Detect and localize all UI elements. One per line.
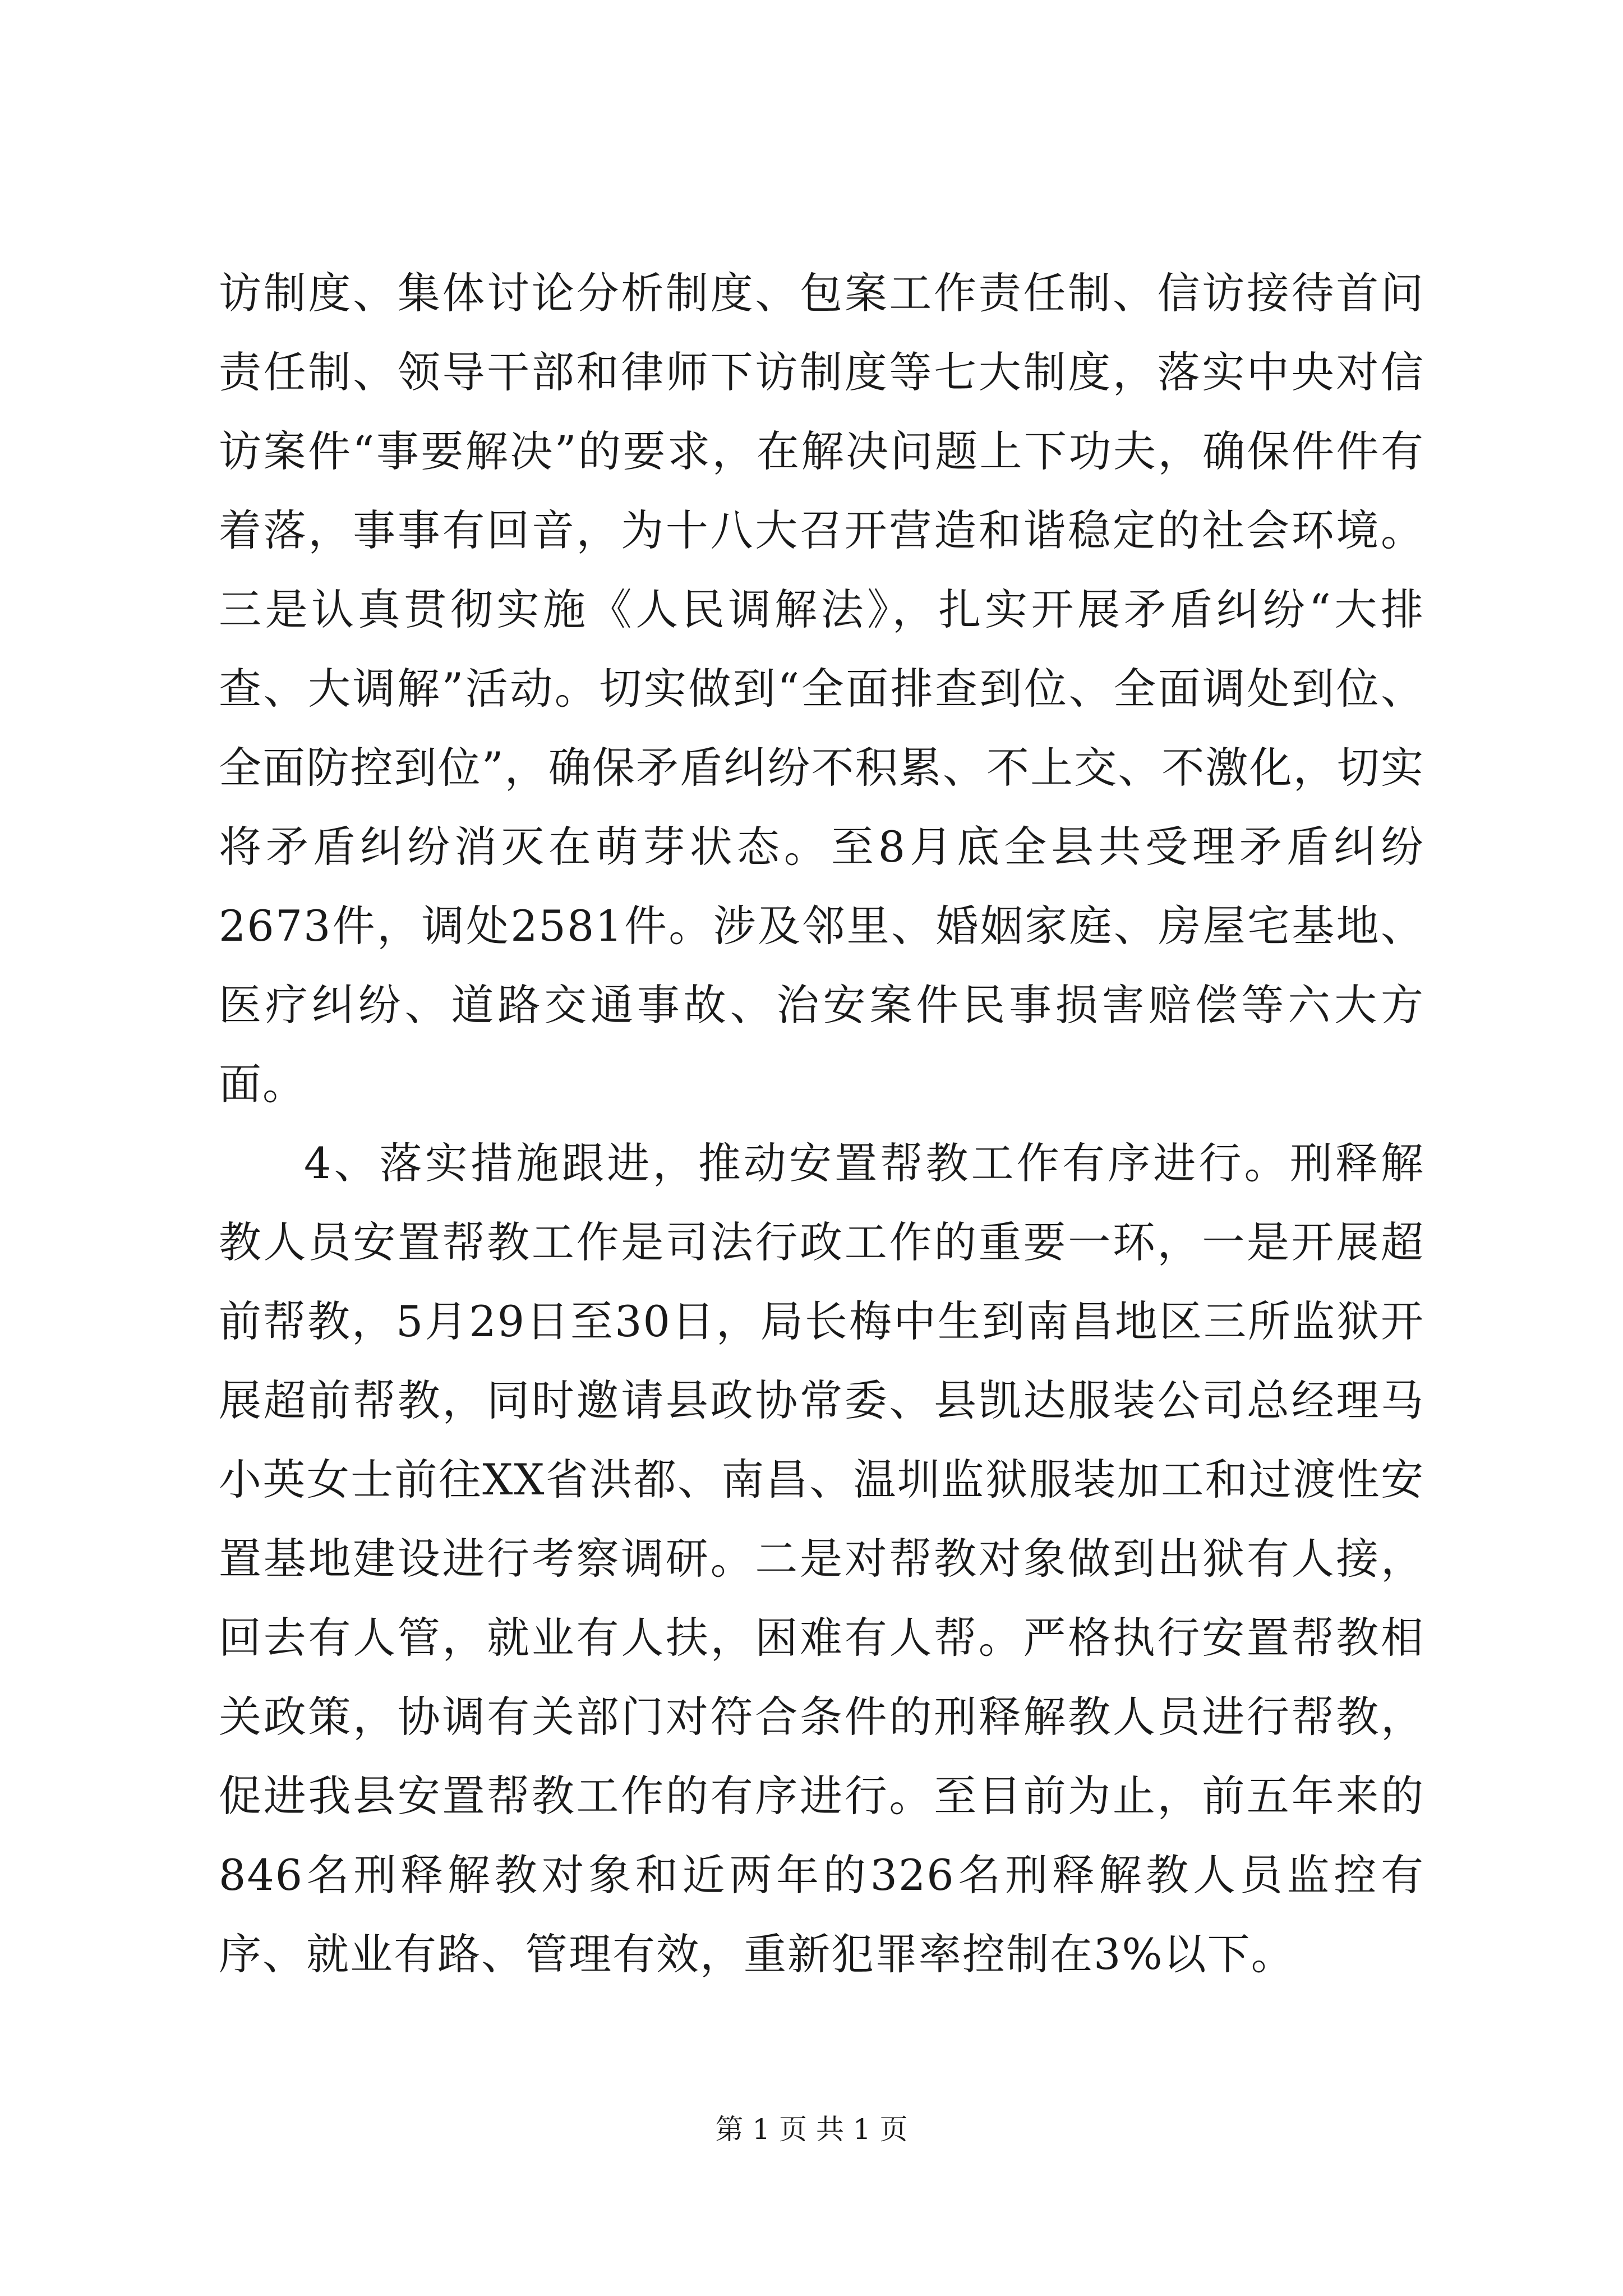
document-body [219,254,1424,1994]
paragraph-resettlement: 4、落实措施跟进，推动安置帮教工作有序进行。刑释解教人员安置帮教工作是司法行政工作的重要一环，一是开展超前帮教，5月29日至30日，局长梅中生到南昌地区三所监狱开展超前帮教，同时邀请县政协常委、县凯达服装公司总经理马小英女士前往XX省洪都、南昌、温圳监狱服装加工和过渡性安置基地建设进行考察调研。二是对帮教对象做到出狱有人接，回去有人管，就业有人扶，困难有人帮。严格执行安置帮教相关政策，协调有关部门对符合条件的刑释解教人员进行帮教，促进我县安置帮教工作的有序进行。至目前为止，前五年来的846名刑释解教对象和近两年的326名刑释解教人员监控有序、就业有路、管理有效，重新犯罪率控制在3%以下。 [219,1138,1424,1979]
paragraph-continuation: 访制度、集体讨论分析制度、包案工作责任制、信访接待首问责任制、领导干部和律师下访制度等七大制度，落实中央对信访案件“事要解决”的要求，在解决问题上下功夫，确保件件有着落，事事有回音，为十八大召开营造和谐稳定的社会环境。三是认真贯彻实施《人民调解法》，扎实开展矛盾纠纷“大排查、大调解”活动。切实做到“全面排查到位、全面调处到位、全面防控到位”，确保矛盾纠纷不积累、不上交、不激化，切实将矛盾纠纷消灭在萌芽状态。至8月底全县共受理矛盾纠纷2673件，调处2581件。涉及邻里、婚姻家庭、房屋宅基地、医疗纠纷、道路交通事故、治安案件民事损害赔偿等六大方面。 [219,268,1424,1109]
page-footer: 第 1 页 共 1 页 [715,2113,908,2146]
